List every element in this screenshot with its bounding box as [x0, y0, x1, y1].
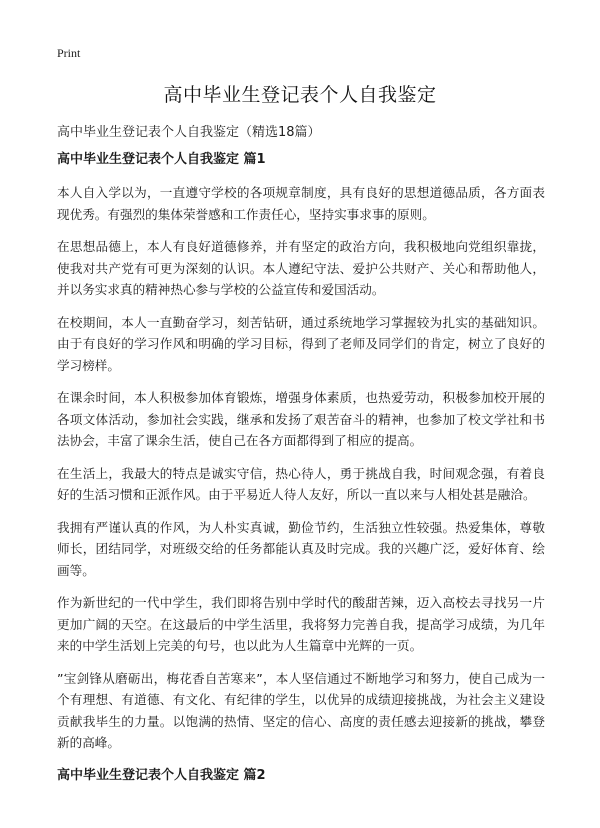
section-heading: 高中毕业生登记表个人自我鉴定 篇1 [57, 152, 266, 167]
paragraph: 在校期间，本人一直勤奋学习，刻苦钻研，通过系统地学习掌握较为扎实的基础知识。由于有良好的学习作风和明确的学习目标，得到了老师及同学们的肯定，树立了良好的学习榜样。 [57, 314, 545, 373]
paragraph: ”宝剑锋从磨砺出，梅花香自苦寒来”，本人坚信通过不断地学习和努力，使自己成为一个有理想、有道德、有文化、有纪律的学生，以优异的成绩迎接挑战，为社会主义建设贡献我毕生的力量。以饱满的热情、坚定的信心、高度的责任感去迎接新的挑战，攀登新的高峰。 [57, 670, 545, 750]
document-title: 高中毕业生登记表个人自我鉴定 [163, 84, 437, 106]
paragraph: 本人自入学以为，一直遵守学校的各项规章制度，具有良好的思想道德品质，各方面表现优秀。有强烈的集体荣誉感和工作责任心，坚持实事求事的原则。 [57, 185, 545, 222]
document-body [57, 150, 545, 798]
document-subtitle: 高中毕业生登记表个人自我鉴定（精选18篇） [57, 125, 321, 140]
paragraph: 作为新世纪的一代中学生，我们即将告别中学时代的酸甜苦辣，迈入高校去寻找另一片更加广阔的天空。在这最后的中学生活里，我将努力完善自我，提高学习成绩，为几年来的中学生活划上完美的句号，也以此为人生篇章中光辉的一页。 [57, 595, 545, 653]
paragraph: 在思想品德上，本人有良好道德修养，并有坚定的政治方向，我积极地向党组织靠拢，使我对共产党有可更为深刻的认识。本人遵纪守法、爱护公共财产、关心和帮助他人，并以务实求真的精神热心参与学校的公益宣传和爱国活动。 [57, 239, 545, 297]
paragraph: 在生活上，我最大的特点是诚实守信，热心待人，勇于挑战自我，时间观念强，有着良好的生活习惯和正派作风。由于平易近人待人友好，所以一直以来与人相处甚是融洽。 [57, 465, 545, 502]
print-link[interactable]: Print [57, 46, 81, 60]
paragraph: 我拥有严谨认真的作风，为人朴实真诚，勤俭节约，生活独立性较强。热爱集体，尊敬师长，团结同学，对班级交给的任务都能认真及时完成。我的兴趣广泛，爱好体育、绘画等。 [57, 519, 545, 578]
paragraph: 在课余时间，本人积极参加体育锻炼，增强身体素质，也热爱劳动，积极参加校开展的各项文体活动，参加社会实践，继承和发扬了艰苦奋斗的精神，也参加了校文学社和书法协会，丰富了课余生活，使自己在各方面都得到了相应的提高。 [57, 390, 545, 448]
section-heading: 高中毕业生登记表个人自我鉴定 篇2 [57, 767, 266, 783]
